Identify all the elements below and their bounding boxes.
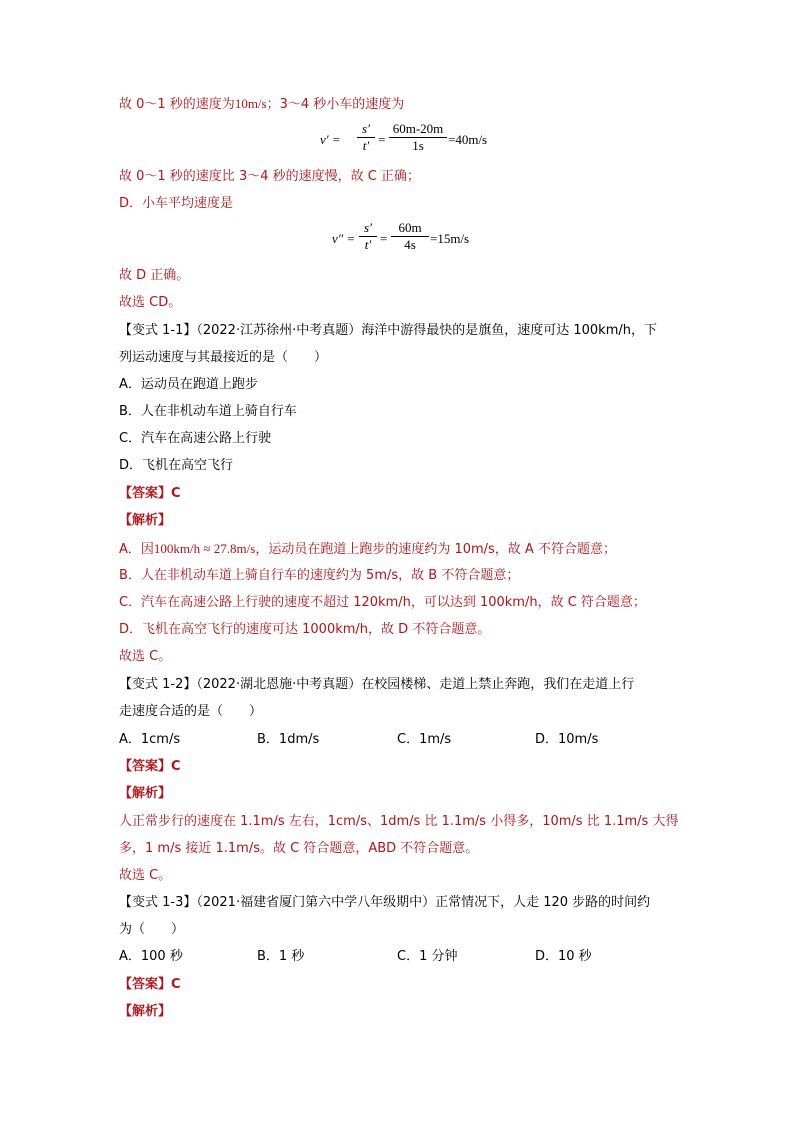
denominator: t′: [362, 138, 370, 153]
option-a: A．1cm/s: [119, 732, 181, 747]
option-d: D．10m/s: [535, 732, 599, 747]
option-b: B．1dm/s: [257, 732, 320, 747]
solution-line-3: D．小车平均速度是: [119, 196, 234, 211]
numerator: 60m-20m: [392, 121, 444, 136]
question-1-1-option-a: A．运动员在跑道上跑步: [119, 377, 258, 392]
question-1-3-stem-line-2: 为（ ）: [119, 922, 185, 937]
value: 10m/s: [234, 96, 267, 111]
text: A．因: [119, 542, 154, 557]
question-1-3-analysis-heading: 【解析】: [119, 1004, 172, 1019]
formula-v-double-prime: [330, 220, 490, 262]
question-1-1-analysis-c: C．汽车在高速公路上行驶的速度不超过 120km/h，可以达到 100km/h，故 C 符合题意；: [119, 595, 646, 610]
numerator: 60m: [398, 220, 422, 235]
equals-sign: =: [378, 132, 386, 147]
option-b: B．1 秒: [257, 949, 305, 964]
denominator: 1s: [412, 138, 424, 153]
numerator: s′: [364, 220, 372, 235]
solution-line-1: [119, 95, 679, 114]
question-1-2-answer: 【答案】C: [119, 759, 181, 774]
question-1-1-answer: 【答案】C: [119, 486, 181, 501]
option-d: D．10 秒: [535, 949, 592, 964]
formula-lhs: v″ =: [332, 231, 356, 246]
question-1-1-option-b: B．人在非机动车道上骑自行车: [119, 404, 297, 419]
question-1-1-stem-line-1: 【变式 1-1】（2022·江苏徐州·中考真题）海洋中游得最快的是旗鱼，速度可达 100km/h，下: [119, 323, 657, 338]
formula-result: =40m/s: [448, 132, 488, 147]
question-1-2-choose: 故选 C。: [119, 868, 172, 883]
question-1-3-options: [119, 948, 679, 966]
question-1-1-option-d: D．飞机在高空飞行: [119, 458, 234, 473]
text: 3～4 秒小车的速度为: [279, 97, 405, 112]
question-1-1-analysis-b: B．人在非机动车道上骑自行车的速度约为 5m/s，故 B 不符合题意；: [119, 568, 520, 583]
question-1-1-analysis-a: [119, 540, 679, 559]
solution-line-4: 故 D 正确。: [119, 268, 190, 283]
question-1-2-analysis-heading: 【解析】: [119, 786, 172, 801]
question-1-1-stem-line-2: 列运动速度与其最接近的是（ ）: [119, 350, 328, 365]
question-1-2-explanation-line-2: 多，1 m/s 接近 1.1m/s。故 C 符合题意，ABD 不符合题意。: [119, 841, 479, 856]
math-expression: 100km/h ≈ 27.8m/s: [153, 541, 256, 556]
fraction-s-over-t: [359, 220, 377, 253]
option-c: C．1m/s: [397, 732, 452, 747]
question-1-2-stem-line-2: 走速度合适的是（ ）: [119, 704, 263, 719]
text: 故 0～1 秒的速度为: [119, 97, 235, 112]
solution-line-2: 故 0～1 秒的速度比 3～4 秒的速度慢，故 C 正确；: [119, 169, 420, 184]
option-a: A．100 秒: [119, 949, 183, 964]
formula-result: =15m/s: [430, 231, 470, 246]
question-1-2-explanation-line-1: 人正常步行的速度在 1.1m/s 左右，1cm/s、1dm/s 比 1.1m/s 小得多，10m/s 比 1.1m/s 大得: [119, 814, 679, 829]
solution-line-5: 故选 CD。: [119, 295, 182, 310]
formula-v-prime: [318, 121, 498, 163]
numerator: s′: [362, 121, 370, 136]
question-1-1-analysis-heading: 【解析】: [119, 513, 172, 528]
text: ，运动员在跑道上跑步的速度约为 10m/s，故 A 不符合题意；: [255, 542, 616, 557]
fraction-values: [389, 121, 447, 154]
question-1-1-analysis-d: D．飞机在高空飞行的速度可达 1000km/h，故 D 不符合题意。: [119, 622, 491, 637]
question-1-3-stem-line-1: 【变式 1-3】（2021·福建省厦门第六中学八年级期中）正常情况下，人走 120 步路的时间约: [119, 895, 651, 910]
fraction-values: [391, 220, 429, 253]
text: ；: [266, 97, 280, 112]
question-1-2-stem-line-1: 【变式 1-2】（2022·湖北恩施·中考真题）在校园楼梯、走道上禁止奔跑，我们在走道上行: [119, 677, 635, 692]
equals-sign: =: [380, 231, 388, 246]
option-c: C．1 分钟: [397, 949, 458, 964]
question-1-3-answer: 【答案】C: [119, 977, 181, 992]
denominator: 4s: [404, 237, 416, 252]
fraction-s-over-t: [357, 121, 375, 154]
denominator: t′: [364, 237, 372, 252]
question-1-1-choose: 故选 C。: [119, 649, 172, 664]
question-1-1-option-c: C．汽车在高速公路上行驶: [119, 431, 272, 446]
question-1-2-options: [119, 731, 679, 749]
formula-lhs: v′ =: [320, 132, 341, 147]
